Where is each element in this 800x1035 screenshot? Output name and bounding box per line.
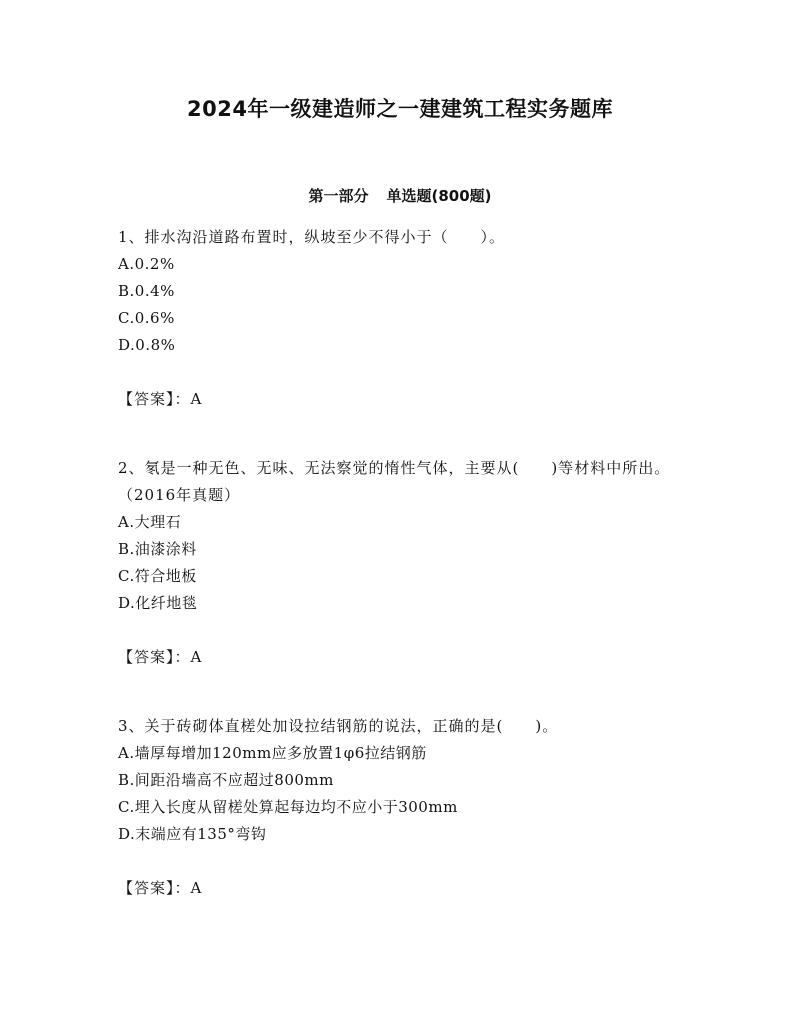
answer-label: 【答案】：A: [118, 879, 203, 897]
option-d: D.化纤地毯: [118, 594, 198, 612]
option-a: A.墙厚每增加120mm应多放置1φ6拉结钢筋: [118, 744, 427, 762]
answer-label: 【答案】：A: [118, 648, 203, 666]
section-heading: [0, 185, 800, 206]
question-1: [118, 224, 718, 413]
option-b: B.油漆涂料: [118, 540, 197, 558]
answer-label: 【答案】：A: [118, 390, 203, 408]
option-a: A.0.2%: [118, 255, 175, 273]
option-c: C.0.6%: [118, 309, 175, 327]
option-b: B.0.4%: [118, 282, 175, 300]
question-3: [118, 713, 718, 902]
option-a: A.大理石: [118, 513, 182, 531]
option-d: D.0.8%: [118, 336, 176, 354]
section-name-label: 单选题(800题): [386, 187, 492, 205]
option-d: D.末端应有135°弯钩: [118, 825, 267, 843]
question-stem: 2、氡是一种无色、无味、无法察觉的惰性气体，主要从( )等材料中所出。（2016年真题）: [118, 459, 671, 504]
question-2: [118, 455, 718, 671]
option-c: C.埋入长度从留槎处算起每边均不应小于300mm: [118, 798, 458, 816]
option-c: C.符合地板: [118, 567, 197, 585]
question-stem: 3、关于砖砌体直槎处加设拉结钢筋的说法，正确的是( )。: [118, 717, 559, 735]
document-title: 2024年一级建造师之一建建筑工程实务题库: [187, 97, 613, 121]
question-stem: 1、排水沟沿道路布置时，纵坡至少不得小于（ ）。: [118, 228, 506, 246]
option-b: B.间距沿墙高不应超过800mm: [118, 771, 334, 789]
section-part-label: 第一部分: [308, 187, 369, 205]
